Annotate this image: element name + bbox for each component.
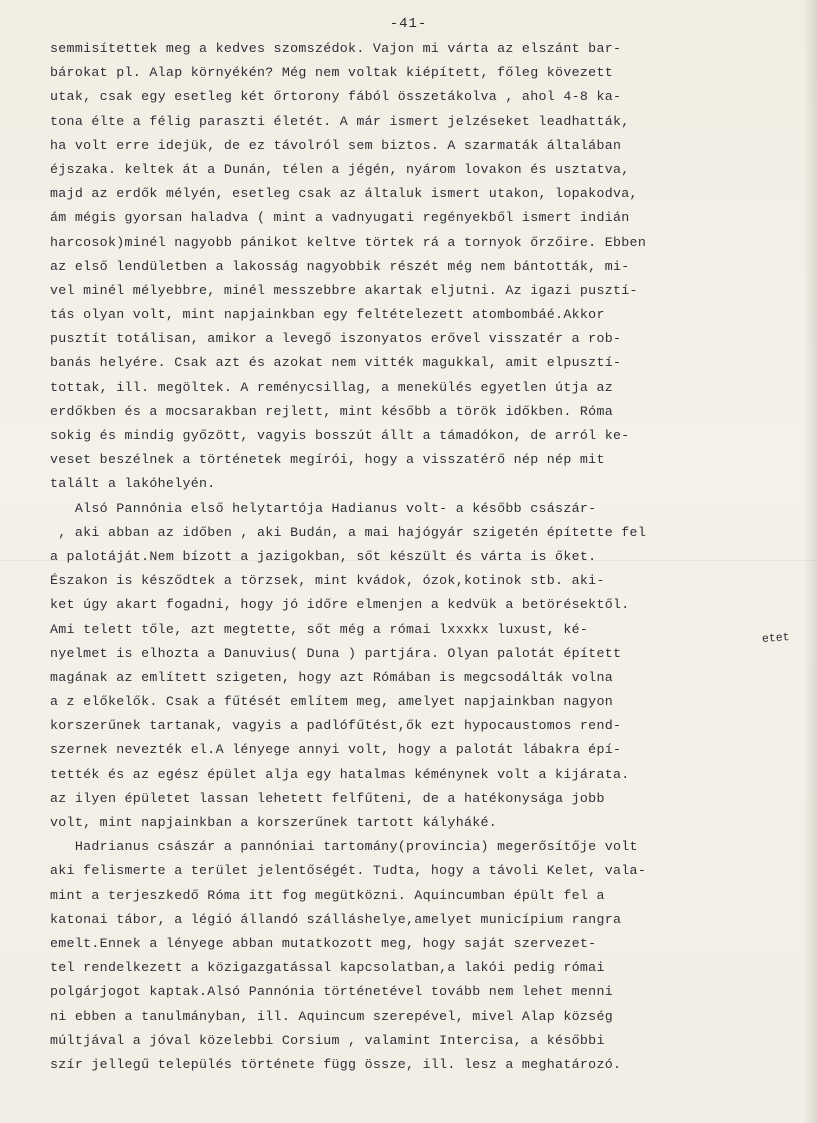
text-line: katonai tábor, a légió állandó szálláshelye,amelyet municípium rangra bbox=[50, 911, 622, 927]
text-line: korszerűnek tartanak, vagyis a padlófűtést,ők ezt hypocaustomos rend- bbox=[50, 718, 622, 734]
text-line: tás olyan volt, mint napjainkban egy feltételezett atombombáé.Akkor bbox=[50, 307, 605, 323]
text-line: ám mégis gyorsan haladva ( mint a vadnyugati regényekből ismert indián bbox=[50, 210, 630, 226]
page-number: -41- bbox=[389, 16, 428, 32]
text-line: semmisítettek meg a kedves szomszédok. Vajon mi várta az elszánt bar- bbox=[50, 41, 622, 56]
text-line: ket úgy akart fogadni, hogy jó időre elmenjen a kedvük a betörésektől. bbox=[50, 597, 630, 613]
text-line: mint a terjeszkedő Róma itt fog megütközni. Aquincumban épült fel a bbox=[50, 887, 605, 903]
text-line: a z előkelők. Csak a fűtését említem meg, amelyet napjainkban nagyon bbox=[50, 694, 614, 710]
text-line: banás helyére. Csak azt és azokat nem vitték magukkal, amit elpusztí- bbox=[50, 355, 622, 371]
text-line: veset beszélnek a történetek megírói, hogy a visszatérő nép nép mit bbox=[50, 452, 605, 468]
text-line: utak, csak egy esetleg két őrtorony fából összetákolva , ahol 4-8 ka- bbox=[50, 89, 622, 105]
text-line: ni ebben a tanulmányban, ill. Aquincum szerepével, mivel Alap község bbox=[50, 1008, 614, 1024]
text-line: szír jellegű település története függ össze, ill. lesz a meghatározó. bbox=[50, 1056, 622, 1072]
text-line: majd az erdők mélyén, esetleg csak az általuk ismert utakon, lopakodva, bbox=[50, 186, 638, 202]
text-line: tették és az egész épület alja egy hatalmas kéménynek volt a kijárata. bbox=[50, 766, 630, 782]
text-line: ha volt erre idejük, de ez távolról sem biztos. A szarmaták általában bbox=[50, 137, 622, 153]
text-line: tel rendelkezett a közigazgatással kapcsolatban,a lakói pedig római bbox=[50, 960, 605, 976]
text-line: pusztít totálisan, amikor a levegő iszonyatos erővel visszatér a rob- bbox=[50, 331, 622, 347]
margin-note: etet bbox=[761, 631, 791, 646]
text-line: Alsó Pannónia első helytartója Hadianus volt- a később császár- bbox=[50, 500, 597, 516]
text-line: Hadrianus császár a pannóniai tartomány(provincia) megerősítője volt bbox=[50, 839, 638, 855]
text-line: tona élte a félig paraszti életét. A már ismert jelzéseket leadhatták, bbox=[50, 113, 630, 129]
text-line: talált a lakóhelyén. bbox=[50, 476, 216, 492]
text-line: bárokat pl. Alap környékén? Még nem voltak kiépített, főleg kövezett bbox=[50, 65, 614, 81]
text-line: az első lendületben a lakosság nagyobbik részét még nem bántották, mi- bbox=[50, 258, 630, 274]
typewritten-body bbox=[50, 37, 800, 1077]
text-line: Északon is késződtek a törzsek, mint kvádok, ózok,kotinok stb. aki- bbox=[50, 573, 605, 589]
text-line: magának az említett szigeten, hogy azt Rómában is megcsodálták volna bbox=[50, 669, 614, 685]
text-line: , aki abban az időben , aki Budán, a mai hajógyár szigetén építette fel bbox=[50, 524, 647, 540]
text-line: múltjával a jóval közelebbi Corsium , valamint Intercisa, a későbbi bbox=[50, 1032, 605, 1048]
text-line: aki felismerte a terület jelentőségét. Tudta, hogy a távoli Kelet, vala- bbox=[50, 863, 647, 879]
text-line: emelt.Ennek a lényege abban mutatkozott meg, hogy saját szervezet- bbox=[50, 935, 597, 951]
text-line: polgárjogot kaptak.Alsó Pannónia történetével tovább nem lehet menni bbox=[50, 984, 614, 1000]
text-line: Ami telett tőle, azt megtette, sőt még a római lxxxkx luxust, ké- bbox=[50, 621, 589, 637]
page-edge-shadow bbox=[803, 0, 817, 1123]
text-line: szernek nevezték el.A lényege annyi volt, hogy a palotát lábakra épí- bbox=[50, 742, 622, 758]
text-line: a palotáját.Nem bízott a jazigokban, sőt készült és várta is őket. bbox=[50, 548, 597, 564]
text-line: az ilyen épületet lassan lehetett felfűteni, de a hatékonysága jobb bbox=[50, 790, 605, 806]
text-line: tottak, ill. megöltek. A reménycsillag, a menekülés egyetlen útja az bbox=[50, 379, 614, 395]
text-line: volt, mint napjainkban a korszerűnek tartott kályháké. bbox=[50, 815, 498, 830]
text-line: nyelmet is elhozta a Danuvius( Duna ) partjára. Olyan palotát épített bbox=[50, 645, 622, 661]
text-line: vel minél mélyebbre, minél messzebbre akartak eljutni. Az igazi pusztí- bbox=[50, 282, 638, 298]
text-line: éjszaka. keltek át a Dunán, télen a jégén, nyárom lovakon és usztatva, bbox=[50, 161, 630, 177]
text-line: erdőkben és a mocsarakban rejlett, mint később a török időkben. Róma bbox=[50, 403, 614, 419]
text-line: harcosok)minél nagyobb pánikot keltve törtek rá a tornyok őrzőire. Ebben bbox=[50, 234, 647, 250]
text-line: sokig és mindig győzött, vagyis bosszút állt a támadókon, de arról ke- bbox=[50, 428, 630, 443]
